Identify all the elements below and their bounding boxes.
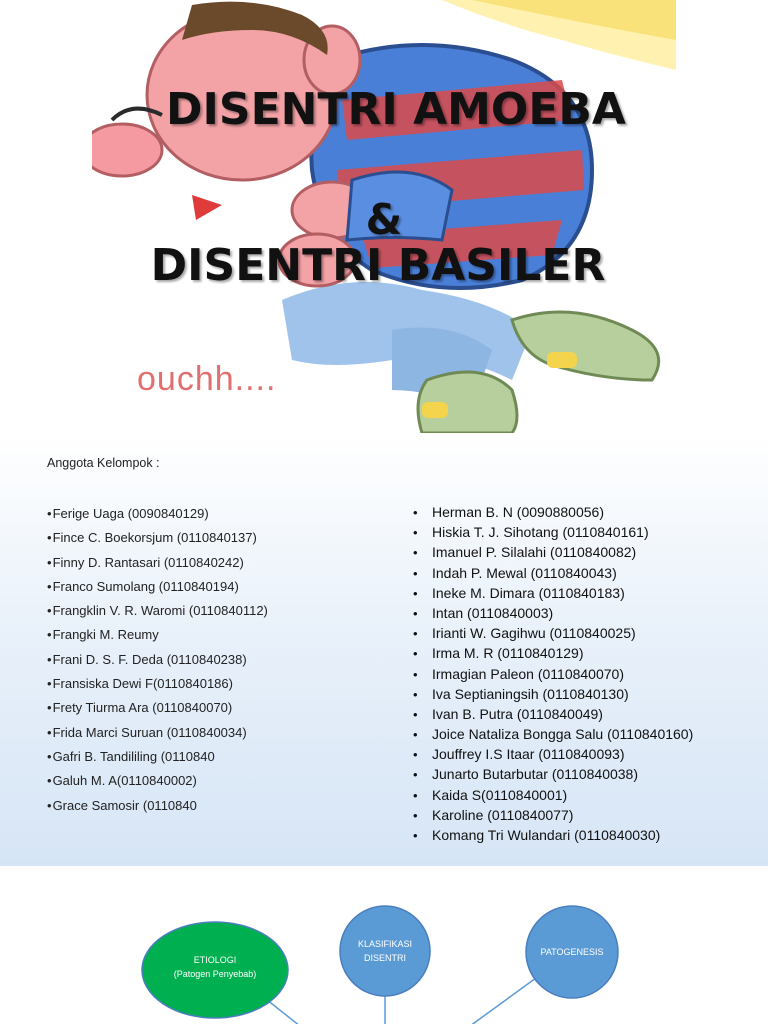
member-item: • Herman B. N (0090880056) [413, 502, 693, 522]
bullet-icon: • [413, 565, 418, 581]
node-etiologi-label: ETIOLOGI (Patogen Penyebab) [173, 955, 257, 979]
bullet-icon: • [413, 747, 418, 763]
member-item: •Frida Marci Suruan (0110840034) [47, 724, 247, 740]
bullet-icon: • [413, 585, 418, 601]
member-item: •Grace Samosir (0110840 [47, 797, 197, 813]
member-item: • Kaida S(0110840001) [413, 785, 693, 805]
members-list-left [47, 502, 268, 818]
bullet-icon: • [413, 787, 418, 803]
member-item: • Joice Nataliza Bongga Salu (0110840160) [413, 724, 693, 744]
title-ampersand: & [365, 195, 403, 244]
bullet-icon: • [413, 605, 418, 621]
members-list-right [413, 502, 693, 845]
bullet-icon: • [413, 666, 418, 682]
member-item: • Irianti W. Gagihwu (0110840025) [413, 623, 693, 643]
diagram-slide [0, 866, 768, 1024]
member-item: • Ineke M. Dimara (0110840183) [413, 583, 693, 603]
bullet-icon: • [47, 700, 52, 716]
bullet-icon: • [47, 773, 52, 789]
member-item: •Fince C. Boekorsjum (0110840137) [47, 530, 257, 546]
bullet-icon: • [47, 627, 52, 643]
member-item: • Irma M. R (0110840129) [413, 643, 693, 663]
node-klasifikasi-label: KLASIFIKASI DISENTRI [357, 939, 413, 963]
title-amoeba: DISENTRI AMOEBA [166, 84, 626, 135]
member-item: • Intan (0110840003) [413, 603, 693, 623]
member-item: • Irmagian Paleon (0110840070) [413, 664, 693, 684]
bullet-icon: • [47, 724, 52, 740]
bullet-icon: • [47, 506, 52, 521]
bullet-icon: • [47, 603, 52, 619]
member-item: • Indah P. Mewal (0110840043) [413, 563, 693, 583]
member-item: •Frani D. S. F. Deda (0110840238) [47, 651, 247, 667]
bullet-icon: • [47, 651, 52, 667]
member-item: •Finny D. Rantasari (0110840242) [47, 554, 244, 570]
member-item: • Jouffrey I.S Itaar (0110840093) [413, 744, 693, 764]
member-item: •Franco Sumolang (0110840194) [47, 578, 239, 594]
member-item: • Komang Tri Wulandari (0110840030) [413, 825, 693, 845]
bullet-icon: • [47, 797, 52, 813]
bullet-icon: • [47, 554, 52, 570]
member-item: •Ferige Uaga (0090840129) [47, 506, 209, 521]
bullet-icon: • [413, 505, 418, 520]
bullet-icon: • [413, 646, 418, 662]
member-item: • Hiskia T. J. Sihotang (0110840161) [413, 522, 693, 542]
bullet-icon: • [47, 530, 52, 546]
bullet-icon: • [413, 545, 418, 561]
member-item: • Iva Septianingsih (0110840130) [413, 684, 693, 704]
bullet-icon: • [413, 706, 418, 722]
bullet-icon: • [413, 525, 418, 541]
bullet-icon: • [47, 676, 52, 692]
member-item: •Frangklin V. R. Waromi (0110840112) [47, 603, 268, 619]
members-heading: Anggota Kelompok : [47, 456, 160, 470]
illustration-caption: ouchh.... [137, 360, 277, 398]
bullet-icon: • [413, 767, 418, 783]
bullet-icon: • [413, 626, 418, 642]
node-patogenesis-label: PATOGENESIS [540, 947, 604, 957]
member-item: •Fransiska Dewi F(0110840186) [47, 676, 233, 692]
member-item: •Gafri B. Tandililing (0110840 [47, 748, 215, 764]
bullet-icon: • [413, 828, 418, 843]
member-item: •Frety Tiurma Ara (0110840070) [47, 700, 233, 716]
bullet-icon: • [47, 578, 52, 594]
bullet-icon: • [47, 748, 52, 764]
bullet-icon: • [413, 686, 418, 702]
member-item: •Galuh M. A(0110840002) [47, 773, 197, 789]
member-item: • Imanuel P. Silalahi (0110840082) [413, 542, 693, 562]
connector-line [470, 978, 536, 1024]
title-slide [0, 0, 768, 433]
member-item: • Junarto Butarbutar (0110840038) [413, 764, 693, 784]
bullet-icon: • [413, 807, 418, 823]
title-basiler: DISENTRI BASILER [150, 240, 606, 291]
member-item: • Karoline (0110840077) [413, 805, 693, 825]
bullet-icon: • [413, 727, 418, 743]
member-item: • Ivan B. Putra (0110840049) [413, 704, 693, 724]
members-slide [0, 433, 768, 866]
member-item: •Frangki M. Reumy [47, 627, 159, 643]
